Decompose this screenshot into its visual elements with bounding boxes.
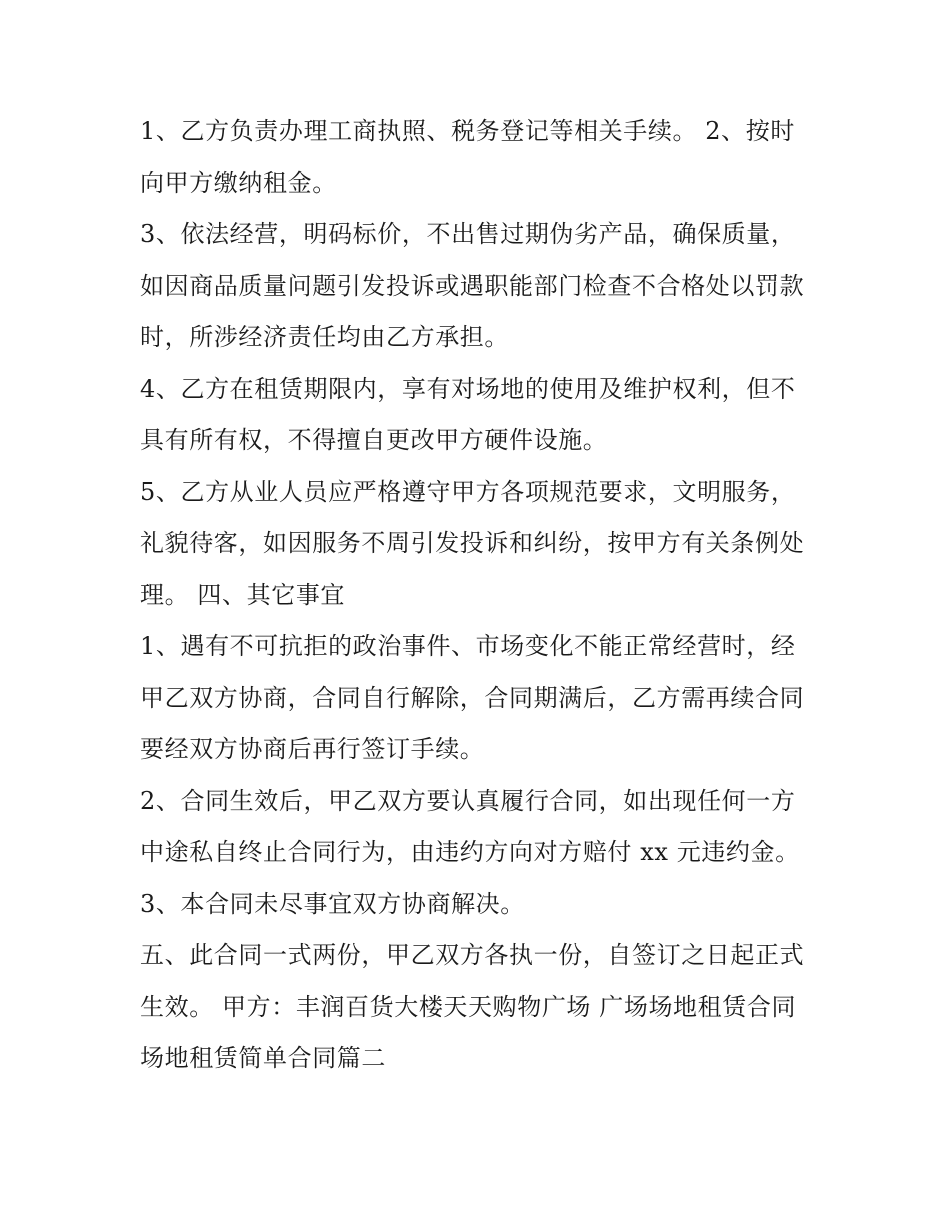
- paragraph-clause-4: [140, 364, 820, 467]
- paragraph-clause-1-2: [140, 106, 820, 209]
- text-line: 五、此合同一式两份，甲乙双方各执一份，自签订之日起正式: [140, 941, 805, 969]
- text-line: 时，所涉经济责任均由乙方承担。: [140, 323, 509, 351]
- text-line: 要经双方协商后再行签订手续。: [140, 735, 485, 763]
- text-line: 向甲方缴纳租金。: [140, 168, 337, 197]
- text-line: 4、乙方在租赁期限内，享有对场地的使用及维护权利，但不: [140, 374, 796, 403]
- paragraph-clause-3: [140, 209, 820, 364]
- text-line: 如因商品质量问题引发投诉或遇职能部门检查不合格处以罚款: [140, 271, 805, 300]
- document-body: [140, 106, 820, 1085]
- text-line: 具有所有权，不得擅自更改甲方硬件设施。: [140, 426, 608, 454]
- text-line: 礼貌待客，如因服务不周引发投诉和纠纷，按甲方有关条例处: [140, 529, 805, 557]
- text-line: 1、乙方负责办理工商执照、税务登记等相关手续。 2、按时: [140, 117, 795, 145]
- paragraph-clause-5: [140, 467, 820, 622]
- text-line: 中途私自终止合同行为，由违约方向对方赔付 xx 元违约金。: [140, 838, 800, 866]
- text-line: 3、本合同未尽事宜双方协商解决。: [140, 889, 525, 918]
- paragraph-other-1: [140, 621, 820, 776]
- paragraph-other-3: [140, 879, 820, 931]
- text-line: 甲乙双方协商，合同自行解除，合同期满后，乙方需再续合同: [140, 683, 805, 712]
- text-line: 生效。 甲方：丰润百货大楼天天购物广场 广场场地租赁合同: [140, 992, 797, 1021]
- paragraph-clause-five: [140, 930, 820, 1085]
- text-line: 2、合同生效后，甲乙双方要认真履行合同，如出现任何一方: [140, 786, 796, 815]
- text-line: 场地租赁简单合同篇二: [140, 1044, 386, 1072]
- text-line: 3、依法经营，明码标价，不出售过期伪劣产品，确保质量，: [140, 220, 796, 248]
- text-line: 1、遇有不可抗拒的政治事件、市场变化不能正常经营时，经: [140, 632, 796, 660]
- text-line: 5、乙方从业人员应严格遵守甲方各项规范要求，文明服务，: [140, 477, 796, 506]
- text-line: 理。 四、其它事宜: [140, 580, 346, 609]
- paragraph-other-2: [140, 776, 820, 879]
